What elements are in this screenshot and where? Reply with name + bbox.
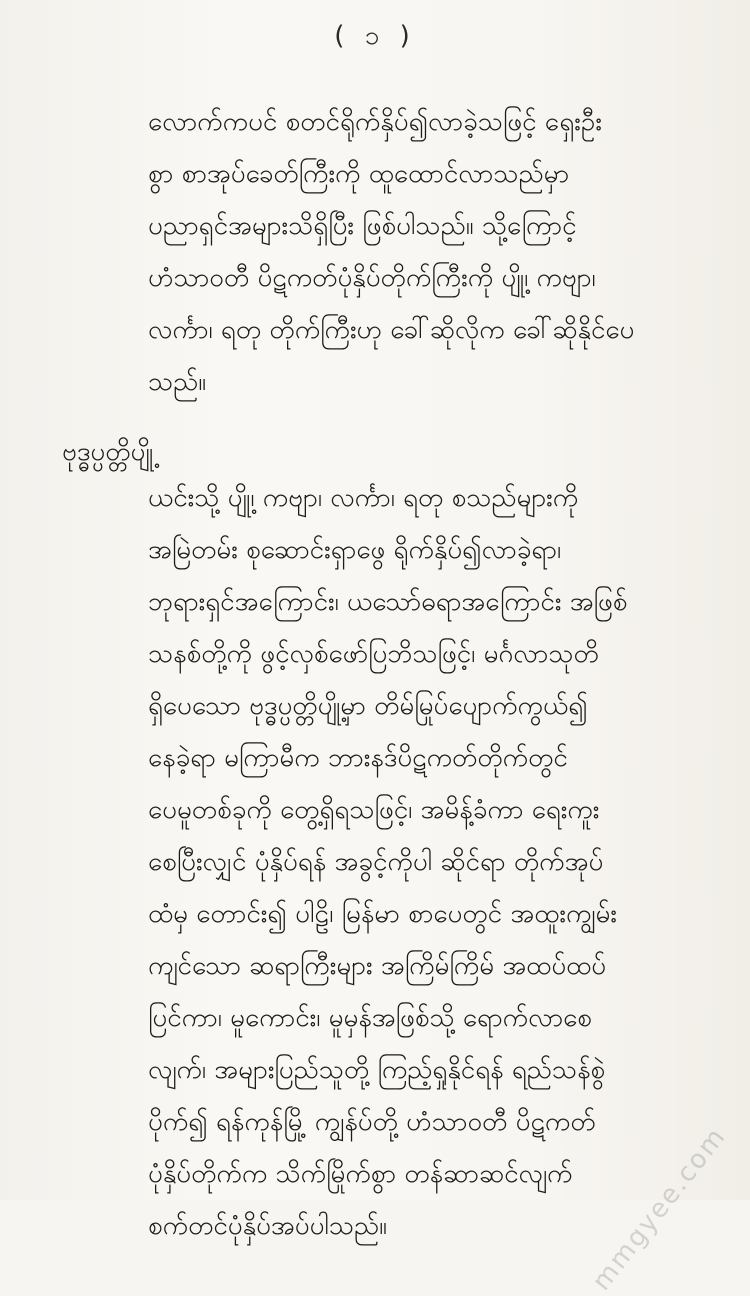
paragraph-line: စေပြီးလျှင် ပုံနှိပ်ရန် အခွင့်ကိုပါ ဆိုင်ရာ တိုက်အုပ် bbox=[148, 847, 604, 877]
paragraph-line: ကျင်သော ဆရာကြီးများ အကြိမ်ကြိမ် အထပ်ထပ် bbox=[148, 951, 607, 981]
paragraph-line: ဘုရားရှင်အကြောင်း၊ ယသော်ဓရာအကြောင်း အဖြစ် bbox=[148, 587, 628, 617]
paragraph-line: အမြဲတမ်း စုဆောင်းရှာဖွေ ရိုက်နှိပ်၍လာခဲ့ရာ၊ bbox=[148, 535, 562, 565]
paragraph-line: ရှိပေသော ဗုဒ္ဓပ္ပတ္တိပျို့မှာ တိမ်မြုပ်ပျောက်ကွယ်၍ bbox=[148, 691, 588, 721]
paragraph-line: ဟံသာဝတီ ပိဋကတ်ပုံနှိပ်တိုက်ကြီးကို ပျို့၊ ကဗျာ၊ bbox=[148, 263, 596, 293]
paragraph-line: ပုံနှိပ်တိုက်က သိက်မြိုက်စွာ တန်ဆာဆင်လျက် bbox=[148, 1159, 573, 1189]
paragraph-line: စက်တင်ပုံနှိပ်အပ်ပါသည်။ bbox=[148, 1211, 388, 1241]
paragraph-1 bbox=[148, 96, 708, 408]
paragraph-line: လျက်၊ အများပြည်သူတို့ ကြည့်ရှုနိုင်ရန် ရည်သန်စွဲ bbox=[148, 1055, 606, 1085]
paragraph-line: လောက်ကပင် စတင်ရိုက်နှိပ်၍လာခဲ့သဖြင့် ရှေးဦး bbox=[148, 107, 602, 137]
paragraph-line: သည်။ bbox=[148, 367, 207, 397]
paragraph-line: ထံမှ တောင်း၍ ပါဠိ၊ မြန်မာ စာပေတွင် အထူးကျွမ်း bbox=[148, 899, 617, 929]
page-number: ( ၁ ) bbox=[334, 21, 416, 51]
watermark: mmgyee.com bbox=[586, 1121, 732, 1296]
paragraph-line: ပညာရှင်အများသိရှိပြီး ဖြစ်ပါသည်။ သို့ကြောင့် bbox=[148, 211, 577, 241]
paragraph-line: ယင်းသို့ ပျို့၊ ကဗျာ၊ လင်္ကာ၊ ရတု စသည်များကို bbox=[148, 483, 579, 513]
paragraph-line: စွာ စာအုပ်ခေတ်ကြီးကို ထူထောင်လာသည်မှာ bbox=[148, 159, 570, 189]
paragraph-2 bbox=[148, 472, 708, 1252]
paragraph-line: နေခဲ့ရာ မကြာမီက ဘားနဒ်ပိဋကတ်တိုက်တွင် bbox=[148, 743, 568, 773]
paragraph-line: လင်္ကာ၊ ရတု တိုက်ကြီးဟု ခေါ်ဆိုလိုက ခေါ်ဆိုနိုင်ပေ bbox=[148, 315, 635, 345]
section-heading: ဗုဒ္ဓပ္ပတ္တိပျို့ bbox=[62, 437, 154, 467]
paragraph-line: ပြင်ကာ၊ မူကောင်း၊ မူမှန်အဖြစ်သို့ ရောက်လာစေ bbox=[148, 1003, 592, 1033]
paragraph-line: ပေမူတစ်ခုကို တွေ့ရှိရသဖြင့်၊ အမိန့်ခံကာ ရေးကူး bbox=[148, 795, 600, 825]
paragraph-line: ပိုက်၍ ရန်ကုန်မြို့ ကျွန်ပ်တို့ ဟံသာဝတီ ပိဋကတ် bbox=[148, 1107, 596, 1137]
paragraph-line: သနစ်တို့ကို ဖွင့်လှစ်ဖော်ပြဘိသဖြင့်၊ မင်္ဂလာသုတိ bbox=[148, 639, 599, 669]
